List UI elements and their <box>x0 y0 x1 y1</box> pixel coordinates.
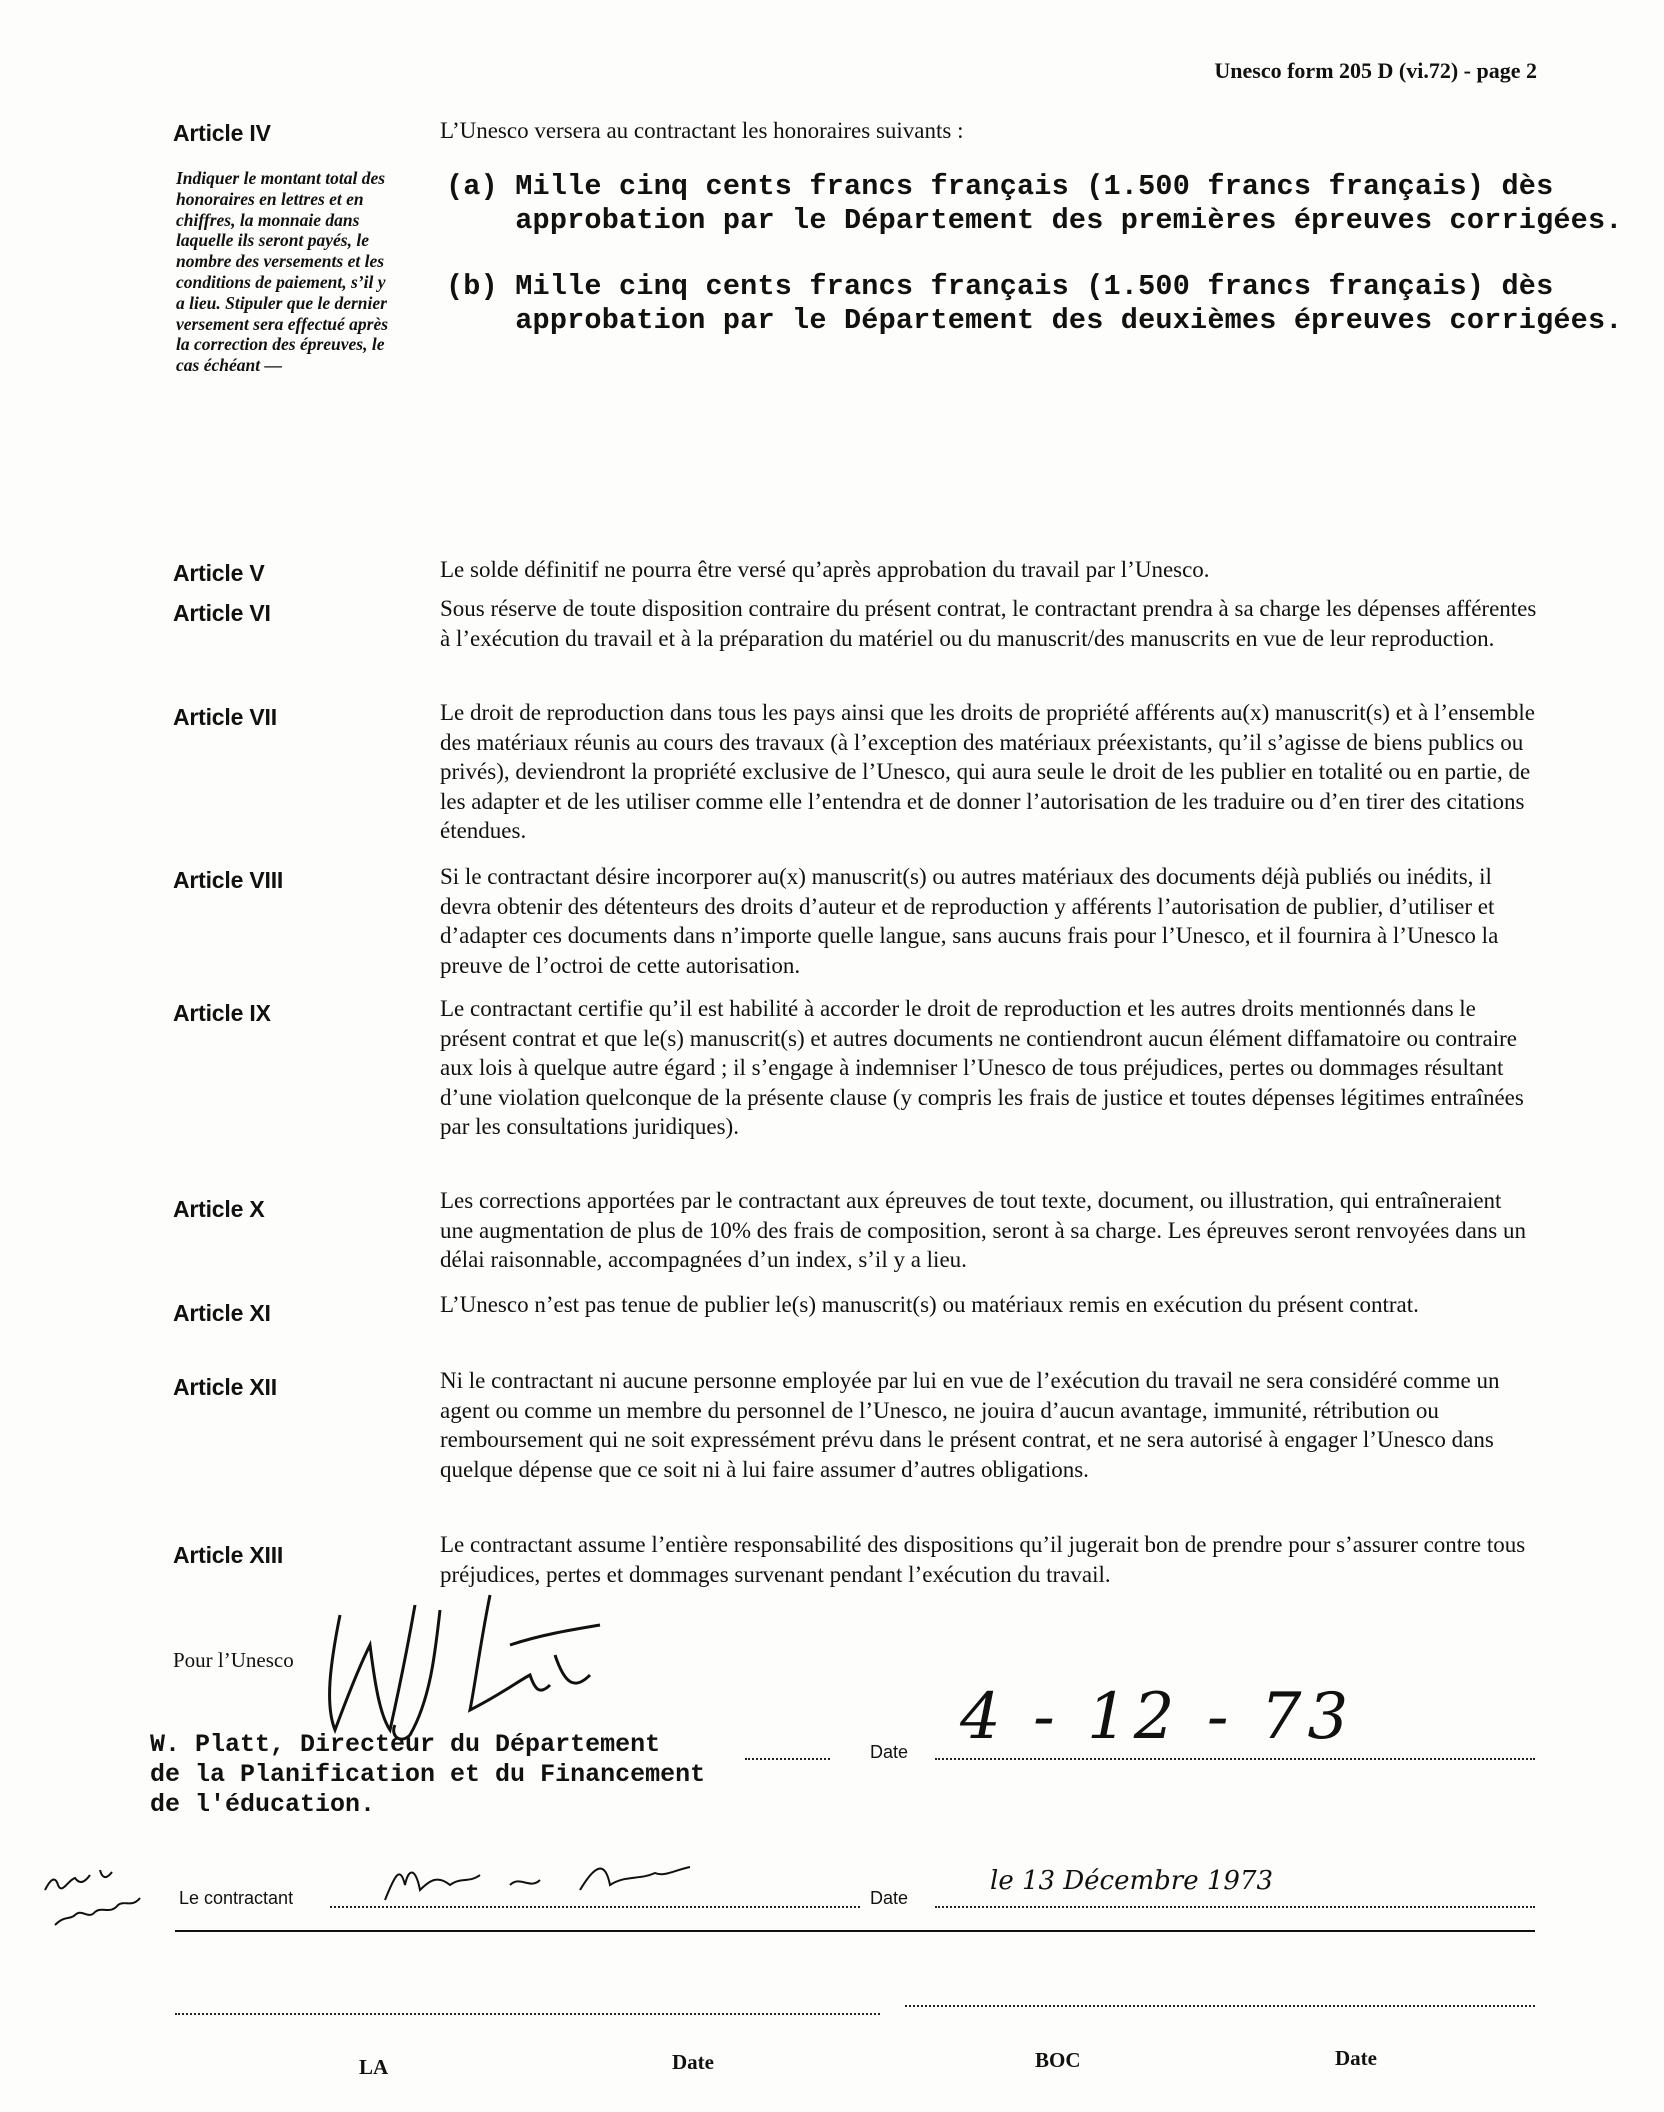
article-label: Article VIII <box>173 867 284 893</box>
divider-line <box>175 1930 1535 1932</box>
unesco-handwritten-date: 4 - 12 - 73 <box>960 1680 1355 1754</box>
dotted-line <box>935 1906 1535 1908</box>
contractant-label: Le contractant <box>179 1888 294 1908</box>
date-label: Date <box>672 2050 714 2074</box>
article-label: Article IX <box>173 1000 271 1026</box>
date-label: Date <box>870 1742 909 1762</box>
article-iv-intro: L’Unesco versera au contractant les honoraires suivants : <box>440 118 964 143</box>
margin-handwriting <box>40 1860 160 1940</box>
fee-item-a: (a) Mille cinq cents francs français (1.500 francs français) dès approbation par le Département des premières épreuves corrigées. <box>446 170 1623 237</box>
article-iv-label: Article IV <box>173 120 271 146</box>
date-label: Date <box>1335 2046 1377 2070</box>
article-label: Article VII <box>173 704 277 730</box>
date-label: Date <box>870 1888 909 1908</box>
article-text: Ni le contractant ni aucune personne employée par lui en vue de l’exécution du travail ne sera considéré comme un agent ou comme un membre du personnel de l’Unesco, ne jouira d’aucun avantage, immunité, rétribution ou remboursement qui ne soit expressément prévu dans le présent contrat, et ne sera autorisé à engager l’Unesco dans quelque dépense que ce soit ni à lui faire assumer d’autres obligations. <box>440 1368 1500 1482</box>
article-text: Si le contractant désire incorporer au(x) manuscrit(s) ou autres matériaux des documents déjà publiés ou inédits, il devra obtenir des détenteurs des droits d’auteur et de reproduction y afférents l’autorisation de publier, d’utiliser et d’adapter ces documents dans n’importe quelle langue, sans aucuns frais pour l’Unesco, et il fournira à l’Unesco la preuve de l’octroi de cette autorisation. <box>440 864 1499 978</box>
article-label: Article XIII <box>173 1542 284 1568</box>
article-text: Les corrections apportées par le contractant aux épreuves de tout texte, document, ou illustration, qui entraîneraient une augmentation de plus de 10% des frais de composition, seront à sa charge. Les épreuves seront renvoyées dans un délai raisonnable, accompagnées d’un index, s’il y a lieu. <box>440 1188 1527 1272</box>
boc-label: BOC <box>1035 2048 1081 2072</box>
dotted-line <box>745 1758 830 1760</box>
dotted-line <box>935 1758 1535 1760</box>
contractant-handwritten-date: le 13 Décembre 1973 <box>990 1866 1274 1896</box>
unesco-signature <box>300 1585 630 1745</box>
article-text: Sous réserve de toute disposition contraire du présent contrat, le contractant prendra à sa charge les dépenses afférentes à l’exécution du travail et à la préparation du matériel ou du manuscrit/des manuscrits en vue de leur reproduction. <box>440 596 1537 651</box>
dotted-line <box>175 2013 880 2015</box>
article-text: Le contractant assume l’entière responsabilité des dispositions qu’il jugerait bon de prendre pour s’assurer contre tous préjudices, pertes et dommages survenant pendant l’exécution du travail. <box>440 1532 1526 1587</box>
dotted-line <box>905 2005 1535 2007</box>
article-text: Le droit de reproduction dans tous les pays ainsi que les droits de propriété afférents au(x) manuscrit(s) et à l’ensemble des matériaux réunis au cours des travaux (à l’exception des matériaux préexistants, qu’il s’agisse de biens publics ou privés), deviendront la propriété exclusive de l’Unesco, qui aura seule le droit de les publier en totalité ou en partie, de les adapter et de les utiliser comme elle l’entendra et de donner l’autorisation de les traduire ou d’en tirer des citations étendues. <box>440 700 1535 843</box>
article-label: Article V <box>173 560 265 586</box>
article-label: Article X <box>173 1196 265 1222</box>
contractant-signature <box>380 1855 780 1910</box>
article-iv-margin-note: Indiquer le montant total des honoraires en lettres et en chiffres, la monnaie dans laquelle ils seront payés, le nombre des versements et les conditions de paiement, s’il y a lieu. Stipuler que le dernier versement sera effectué après la correction des épreuves, le cas échéant — <box>176 168 389 376</box>
article-label: Article VI <box>173 600 271 626</box>
article-text: Le contractant certifie qu’il est habilité à accorder le droit de reproduction et les autres droits mentionnés dans le présent contrat et que le(s) manuscrit(s) et autres documents ne contiendront aucun élément diffamatoire ou contraire aux lois à quelque autre égard ; il s’engage à indemniser l’Unesco de tous préjudices, pertes ou dommages résultant d’une violation quelconque de la présente clause (y compris les frais de justice et toutes dépenses légitimes entraînées par les consultations juridiques). <box>440 996 1524 1139</box>
form-reference: Unesco form 205 D (vi.72) - page 2 <box>1214 58 1537 83</box>
article-label: Article XI <box>173 1300 271 1326</box>
la-label: LA <box>359 2055 389 2079</box>
margin-note-text <box>30 1870 37 1871</box>
article-label: Article XII <box>173 1374 277 1400</box>
unesco-signatory: W. Platt, Directeur du Département de la Planification et du Financement de l'éducation. <box>150 1730 706 1819</box>
article-text: L’Unesco n’est pas tenue de publier le(s) manuscrit(s) ou matériaux remis en exécution du présent contrat. <box>440 1292 1419 1317</box>
article-text: Le solde définitif ne pourra être versé qu’après approbation du travail par l’Unesco. <box>440 557 1210 582</box>
fee-item-b: (b) Mille cinq cents francs français (1.500 francs français) dès approbation par le Département des deuxièmes épreuves corrigées. <box>446 270 1623 337</box>
pour-unesco-label: Pour l’Unesco <box>173 1648 294 1672</box>
